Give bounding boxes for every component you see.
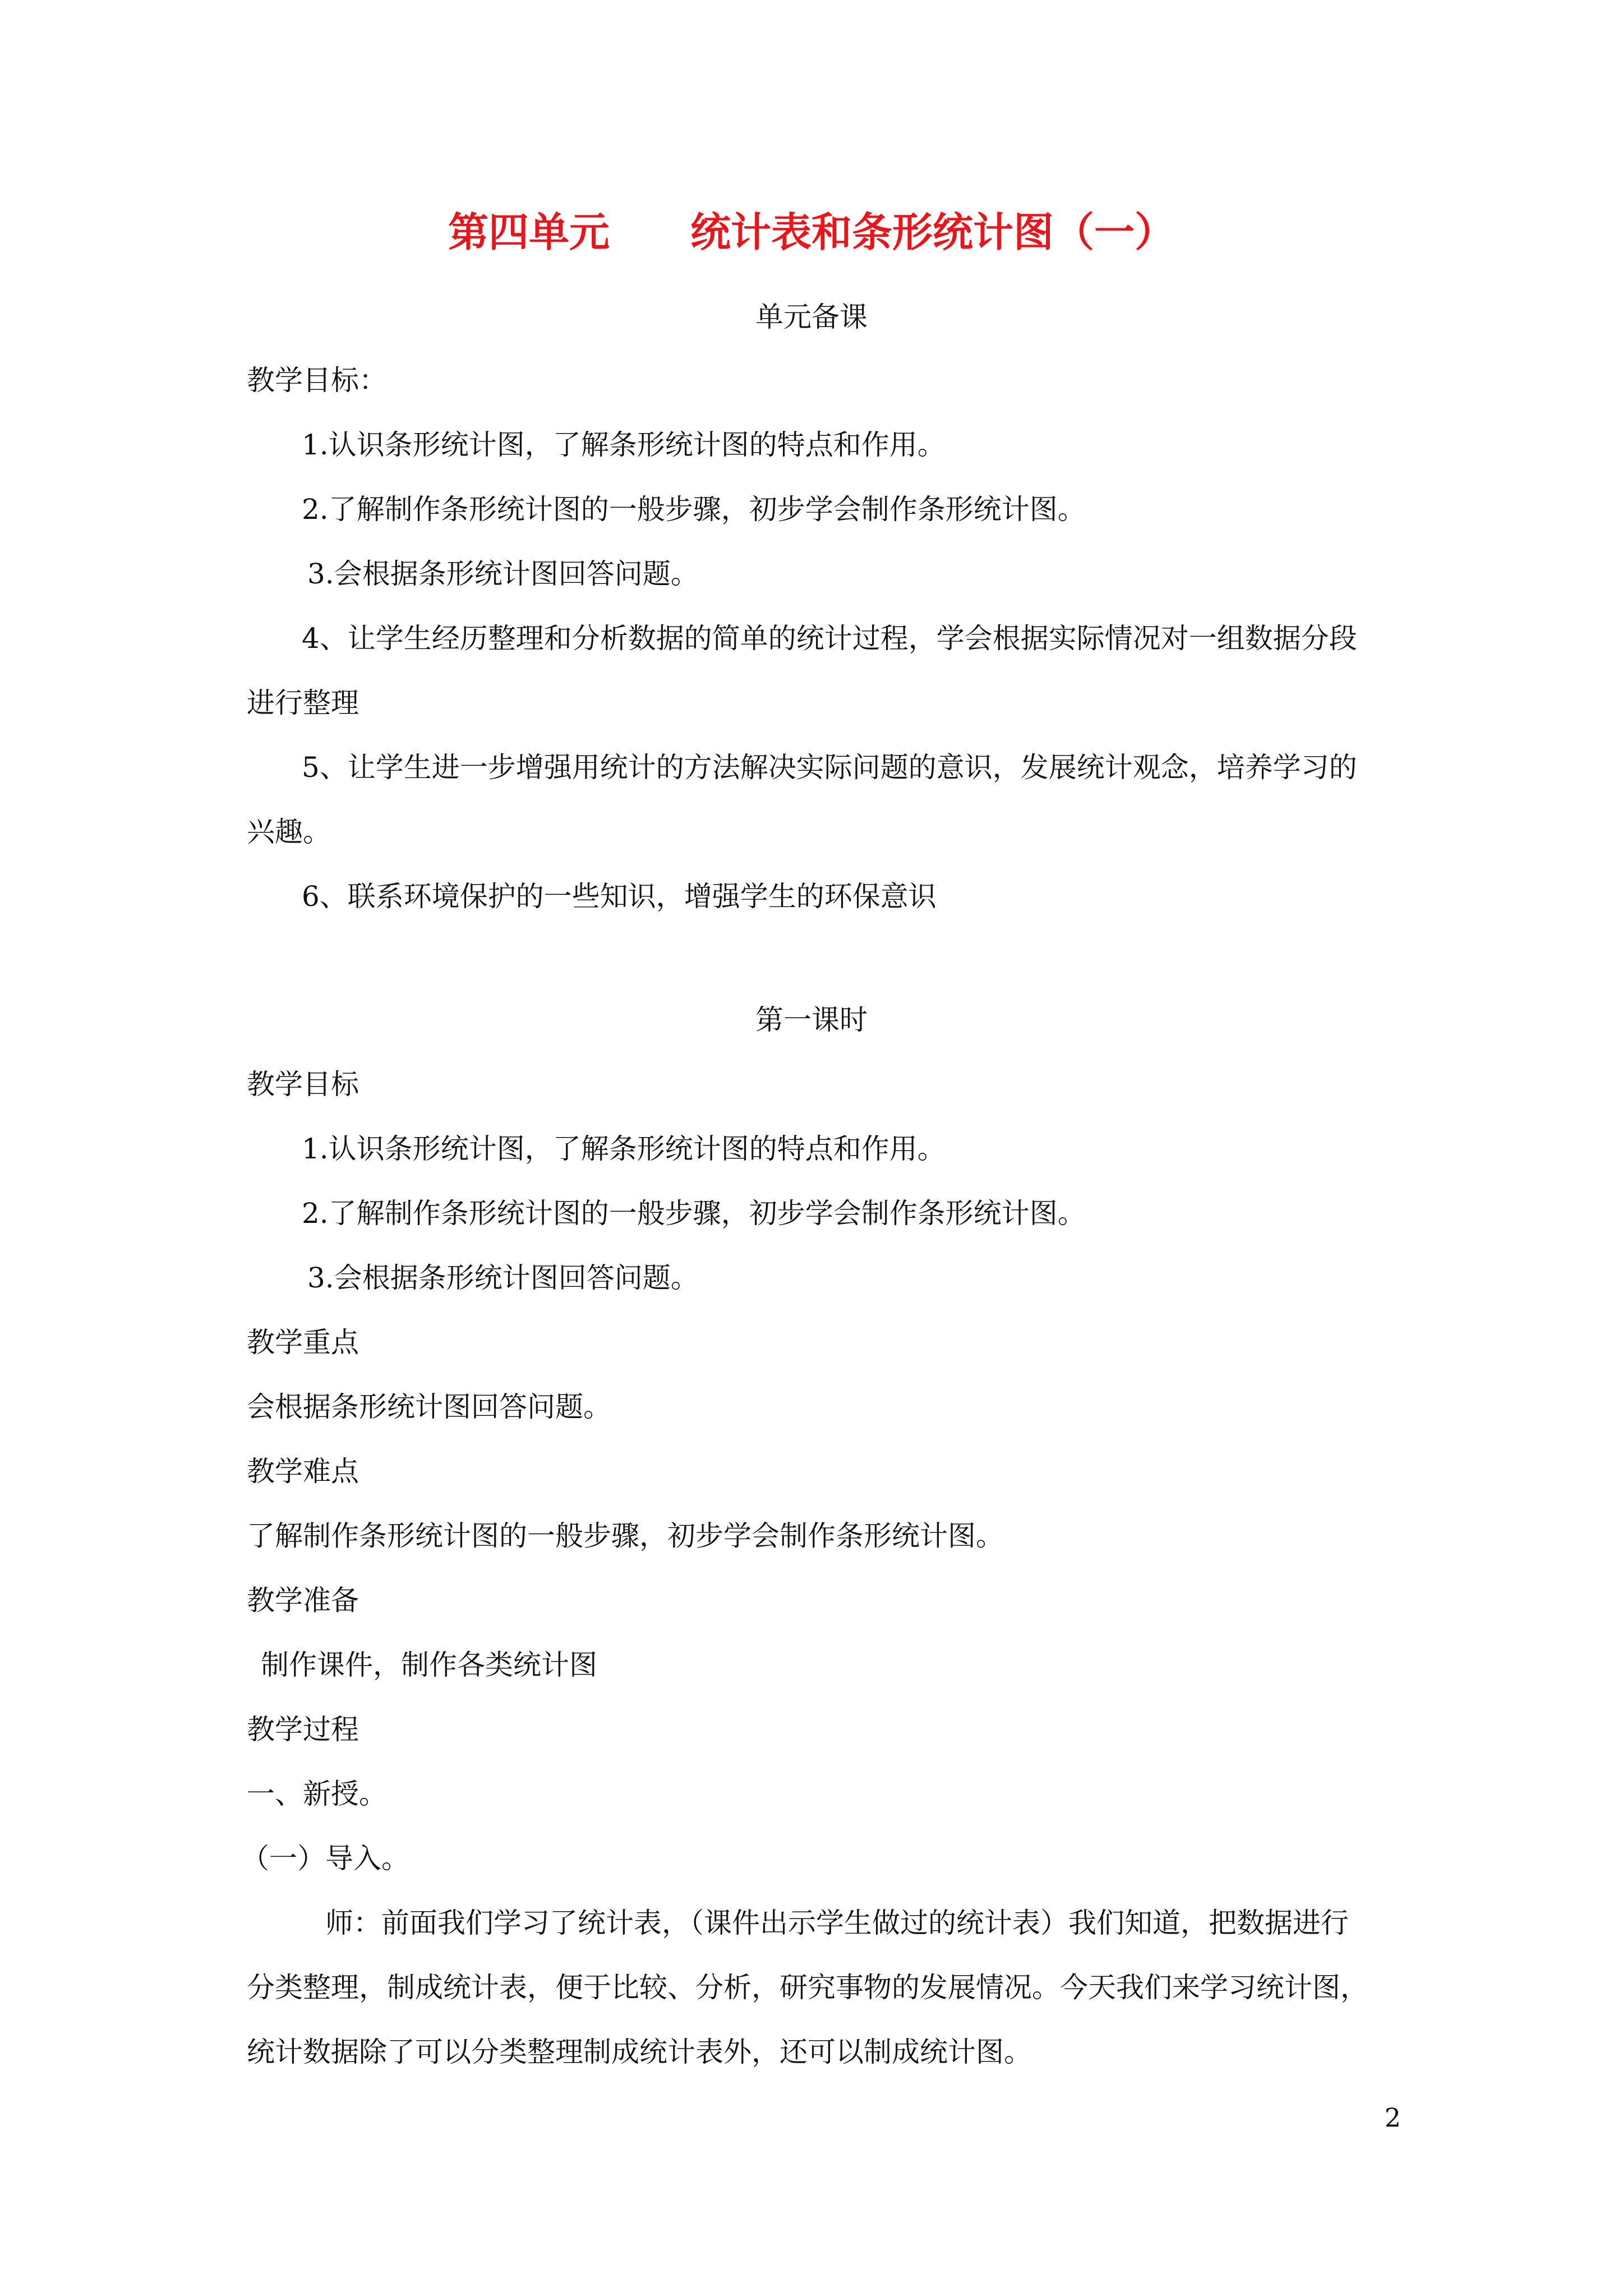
key-point-text: 会根据条形统计图回答问题。 [247,1391,611,1423]
lesson-goal-1: 1.认识条形统计图，了解条形统计图的特点和作用。 [302,1133,946,1165]
unit-goal-6: 6、联系环境保护的一些知识，增强学生的环保意识 [302,880,937,913]
unit-goal-4: 4、让学生经历整理和分析数据的简单的统计过程，学会根据实际情况对一组数据分段 [302,622,1357,655]
lesson-goal-3: 3.会根据条形统计图回答问题。 [307,1262,699,1294]
difficulty-text: 了解制作条形统计图的一般步骤，初步学会制作条形统计图。 [247,1520,1004,1552]
lesson-goal-2: 2.了解制作条形统计图的一般步骤，初步学会制作条形统计图。 [302,1197,1086,1230]
subsection-heading: （一）导入。 [241,1842,409,1875]
unit-goal-3: 3.会根据条形统计图回答问题。 [307,558,699,590]
lesson-goals-heading: 教学目标 [247,1068,359,1101]
prep-heading: 教学准备 [247,1584,359,1617]
section-heading: 一、新授。 [247,1778,387,1810]
teacher-paragraph-line-3: 统计数据除了可以分类整理制成统计表外，还可以制成统计图。 [247,2036,1032,2068]
prep-text: 制作课件，制作各类统计图 [261,1649,597,1681]
process-heading: 教学过程 [247,1713,359,1746]
unit-goal-4-cont: 进行整理 [247,687,359,719]
page-title: 第四单元 统计表和条形统计图（一） [448,208,1175,256]
teacher-paragraph-line-1: 师：前面我们学习了统计表，（课件出示学生做过的统计表）我们知道，把数据进行 [325,1907,1349,1939]
lesson-title: 第一课时 [755,1004,868,1036]
unit-prep-heading: 单元备课 [755,301,868,333]
unit-goal-5: 5、让学生进一步增强用统计的方法解决实际问题的意识，发展统计观念，培养学习的 [302,751,1357,784]
unit-goal-1: 1.认识条形统计图，了解条形统计图的特点和作用。 [302,429,946,461]
unit-goals-heading: 教学目标： [247,364,387,397]
teacher-paragraph-line-2: 分类整理，制成统计表，便于比较、分析，研究事物的发展情况。今天我们来学习统计图， [247,1971,1368,2004]
difficulty-heading: 教学难点 [247,1455,359,1488]
key-point-heading: 教学重点 [247,1326,359,1359]
unit-goal-5-cont: 兴趣。 [247,816,331,848]
unit-goal-2: 2.了解制作条形统计图的一般步骤，初步学会制作条形统计图。 [302,493,1086,526]
page-number: 2 [1384,2102,1401,2133]
